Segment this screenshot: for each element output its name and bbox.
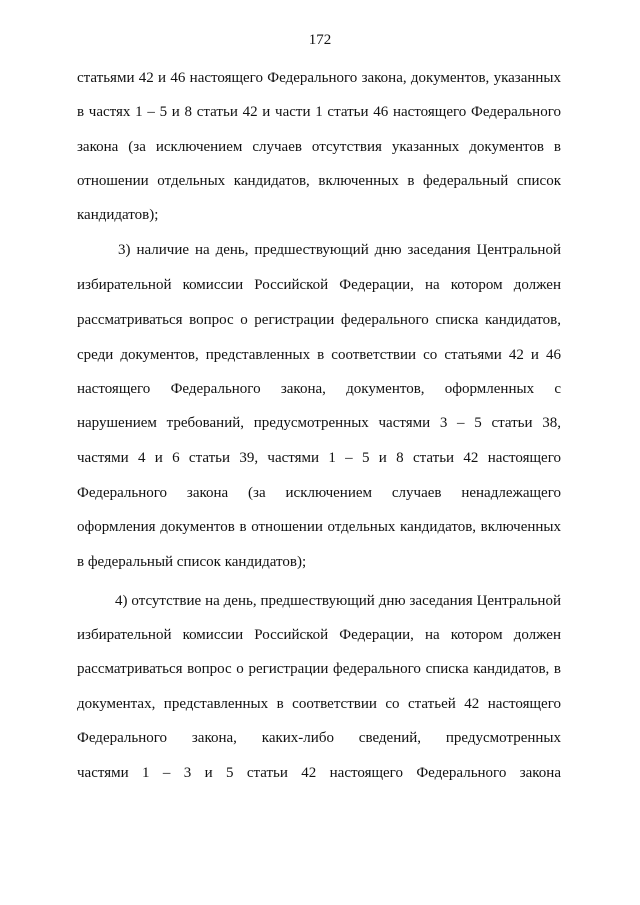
text-line: 4) отсутствие на день, предшествующий дню заседания Центральной: [115, 593, 561, 609]
text-line: закона (за исключением случаев отсутствия указанных документов в: [77, 139, 561, 155]
text-line: частями 4 и 6 статьи 39, частями 1 – 5 и 8 статьи 42 настоящего: [77, 450, 561, 466]
text-line: нарушением требований, предусмотренных частями 3 – 5 статьи 38,: [77, 415, 561, 431]
text-line: Федерального закона, каких-либо сведений, предусмотренных: [77, 730, 561, 746]
text-line: среди документов, представленных в соответствии со статьями 42 и 46: [77, 347, 561, 363]
text-line: 3) наличие на день, предшествующий дню заседания Центральной: [118, 242, 561, 258]
text-line: Федерального закона (за исключением случаев ненадлежащего: [77, 485, 561, 501]
text-line: рассматриваться вопрос о регистрации федерального списка кандидатов, в: [77, 661, 561, 677]
text-line: кандидатов);: [77, 207, 159, 223]
text-line: избирательной комиссии Российской Федерации, на котором должен: [77, 627, 561, 643]
text-line: настоящего Федерального закона, документов, оформленных с: [77, 381, 561, 397]
page-number: 172: [308, 32, 332, 48]
text-line: рассматриваться вопрос о регистрации федерального списка кандидатов,: [77, 312, 561, 328]
text-line: в частях 1 – 5 и 8 статьи 42 и части 1 статьи 46 настоящего Федерального: [77, 104, 561, 120]
text-line: документах, представленных в соответствии со статьей 42 настоящего: [77, 696, 561, 712]
text-line: отношении отдельных кандидатов, включенных в федеральный список: [77, 173, 561, 189]
text-line: оформления документов в отношении отдельных кандидатов, включенных: [77, 519, 561, 535]
text-line: статьями 42 и 46 настоящего Федерального закона, документов, указанных: [77, 70, 561, 86]
text-line: частями 1 – 3 и 5 статьи 42 настоящего Федерального закона: [77, 765, 561, 781]
text-line: избирательной комиссии Российской Федерации, на котором должен: [77, 277, 561, 293]
text-line: в федеральный список кандидатов);: [77, 554, 307, 570]
